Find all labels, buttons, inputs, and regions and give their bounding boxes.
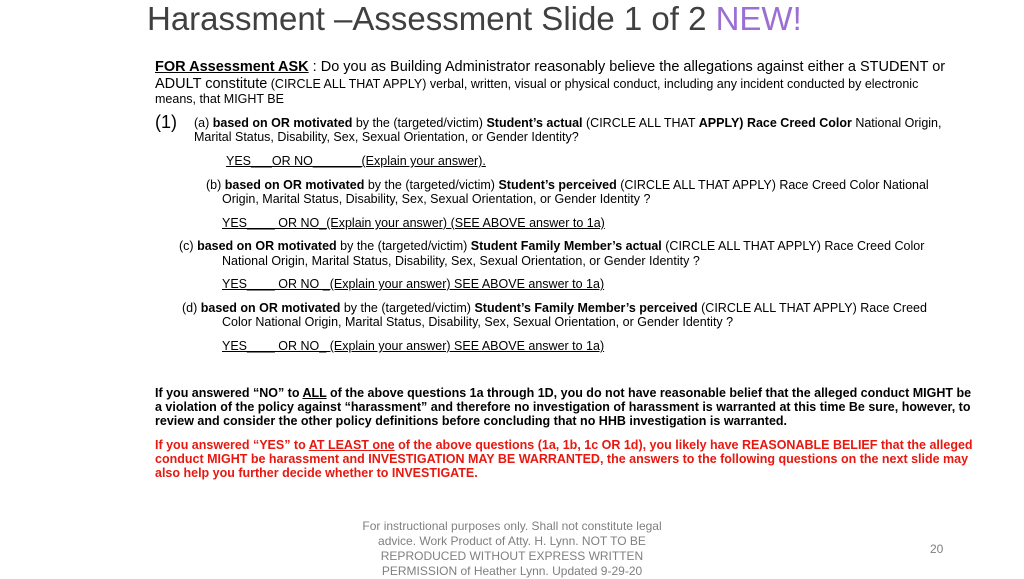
question-1b-answer: YES____ OR NO_(Explain your answer) (SEE ABOVE answer to 1a) <box>222 216 605 230</box>
no-paragraph-line-2: a violation of the policy against “harassment” and therefore no investigation of harassment is warranted at this time Be sure, however, to <box>155 400 971 414</box>
question-1c-line-1: (c) based on OR motivated by the (targeted/victim) Student Family Member’s actual (CIRCLE ALL THAT APPLY) Race Creed Color <box>179 239 925 253</box>
question-1d-line-1: (d) based on OR motivated by the (targeted/victim) Student’s Family Member’s perceived (CIRCLE ALL THAT APPLY) Race Creed <box>182 301 927 315</box>
intro-label: FOR Assessment ASK <box>155 59 309 75</box>
question-1a-line-2: Marital Status, Disability, Sex, Sexual Orientation, or Gender Identity? <box>194 130 579 144</box>
question-1b-line-2: Origin, Marital Status, Disability, Sex, Sexual Orientation, or Gender Identity ? <box>222 192 651 206</box>
question-1d-line-2: Color National Origin, Marital Status, Disability, Sex, Sexual Orientation, or Gender Identity ? <box>222 315 734 329</box>
yes-paragraph-line-3: also help you further decide whether to INVESTIGATE. <box>155 466 478 480</box>
question-1c-line-2: National Origin, Marital Status, Disability, Sex, Sexual Orientation, or Gender Identity ? <box>222 254 700 268</box>
no-paragraph-line-1: If you answered “NO” to ALL of the above questions 1a through 1D, you do not have reasonable belief that the alleged conduct MIGHT be <box>155 386 972 400</box>
page-number: 20 <box>930 542 944 556</box>
yes-paragraph-line-2: conduct MIGHT be harassment and INVESTIGATION MAY BE WARRANTED, the answers to the following questions on the next slide may <box>155 452 969 466</box>
question-1b-line-1: (b) based on OR motivated by the (targeted/victim) Student’s perceived (CIRCLE ALL THAT APPLY) Race Creed Color National <box>206 178 929 192</box>
intro-line-2: ADULT constitute (CIRCLE ALL THAT APPLY) verbal, written, visual or physical conduct, including any incident conducted by electronic <box>155 76 919 92</box>
slide-title <box>147 0 802 38</box>
intro-line-3: means, that MIGHT BE <box>155 92 284 106</box>
question-1a-answer: YES___OR NO_______(Explain your answer). <box>226 154 486 168</box>
footer-disclaimer: For instructional purposes only. Shall not constitute legal advice. Work Product of Atty. H. Lynn. NOT TO BE REPRODUCED WITHOUT EXPRESS WRITTEN PERMISSION of Heather Lynn. Updated 9-29-20 <box>362 519 662 578</box>
question-number: (1) <box>155 112 177 132</box>
intro-line-1: FOR Assessment ASK : Do you as Building Administrator reasonably believe the allegations against either a STUDENT or <box>155 59 946 75</box>
title-text: Harassment –Assessment Slide 1 of 2 <box>147 0 716 37</box>
question-1c-answer: YES____ OR NO _(Explain your answer) SEE ABOVE answer to 1a) <box>222 277 605 291</box>
question-1a-line-1: (a) based on OR motivated by the (targeted/victim) Student’s actual (CIRCLE ALL THAT APPLY) Race Creed Color National Origin, <box>194 116 942 130</box>
no-paragraph-line-3: review and consider the other policy definitions before concluding that no HHB investigation is warranted. <box>155 414 788 428</box>
title-new-tag: NEW! <box>715 0 802 37</box>
yes-paragraph-line-1: If you answered “YES” to AT LEAST one of the above questions (1a, 1b, 1c OR 1d), you likely have REASONABLE BELIEF that the alleged <box>155 438 973 452</box>
question-1d-answer: YES____ OR NO_ (Explain your answer) SEE ABOVE answer to 1a) <box>222 339 605 353</box>
